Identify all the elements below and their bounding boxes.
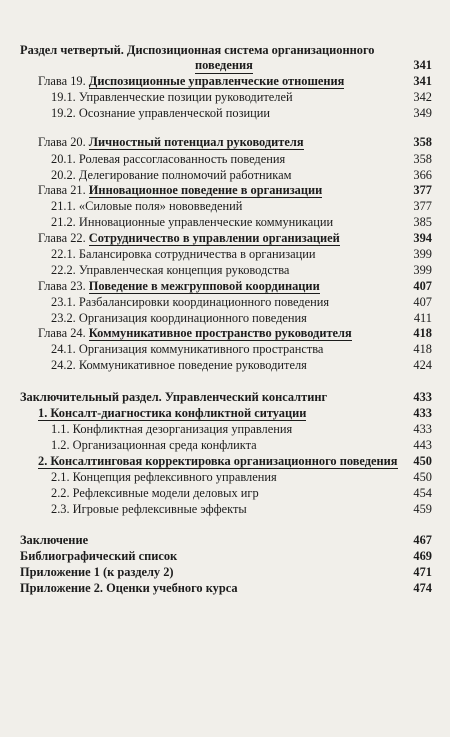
subsection: 1.2. Организационная среда конфликта [51,438,257,452]
chapter-title: Личностный потенциал руководителя [88,135,304,149]
subsection: 20.1. Ролевая рассогласованность поведения [51,152,286,166]
appendix-1: Приложение 1 (к разделу 2) [20,565,174,579]
chapter-label: Глава 23. [38,279,89,293]
subsection: 24.1. Организация коммуникативного пространства [51,342,324,356]
chapter-label: Глава 24. [38,326,89,340]
appendix-1-page: 471 [413,565,432,579]
subsection-page: 450 [413,470,432,484]
final-section-page: 433 [413,390,432,404]
chapter-23 [38,279,320,293]
subsection-page: 411 [413,311,432,325]
subsection: 24.2. Коммуникативное поведение руководителя [51,358,307,372]
chapter-label: Глава 19. [38,74,89,88]
bibliography: Библиографический список [20,549,178,563]
subsection-page: 433 [413,422,432,436]
subsection: 2.2. Рефлексивные модели деловых игр [51,486,259,500]
chapter-22 [38,231,340,245]
chapter-19 [38,74,344,88]
chapter-24 [38,326,352,340]
subsection-page: 424 [413,358,432,372]
subsection-page: 358 [413,152,432,166]
chapter-page: 394 [413,231,432,245]
final-section-title: Заключительный раздел. Управленческий консалтинг [20,390,328,404]
chapter-21 [38,183,322,197]
subsection: 21.1. «Силовые поля» нововведений [51,199,243,213]
chapter-label: Глава 22. [38,231,89,245]
subsection: 22.2. Управленческая концепция руководства [51,263,290,277]
subsection-page: 377 [413,199,432,213]
appendix-2-page: 474 [413,581,432,595]
chapter-title: Инновационное поведение в организации [88,183,323,197]
chapter-page: 341 [413,74,432,88]
subsection-page: 418 [413,342,432,356]
subsection-page: 454 [413,486,432,500]
subsection-page: 407 [413,295,432,309]
chapter-page: 450 [413,454,432,468]
chapter-page: 377 [413,183,432,197]
chapter-title: Диспозиционные управленческие отношения [88,74,345,88]
subsection: 19.2. Осознание управленческой позиции [51,106,271,120]
conclusion: Заключение [20,533,89,547]
chapter-title: Поведение в межгрупповой координации [88,279,320,293]
subsection: 1.1. Конфликтная дезорганизация управления [51,422,293,436]
subsection: 22.1. Балансировка сотрудничества в организации [51,247,316,261]
subsection: 20.2. Делегирование полномочий работникам [51,168,292,182]
bibliography-page: 469 [413,549,432,563]
chapter-page: 433 [413,406,432,420]
chapter-page: 407 [413,279,432,293]
subsection: 23.2. Организация координационного поведения [51,311,307,325]
chapter-title: Коммуникативное пространство руководителя [88,326,352,340]
chapter-page: 418 [413,326,432,340]
subsection: 21.2. Инновационные управленческие коммуникации [51,215,334,229]
subsection: 2.3. Игровые рефлексивные эффекты [51,502,247,516]
subsection: 23.1. Разбалансировки координационного поведения [51,295,330,309]
subsection: 2.1. Концепция рефлексивного управления [51,470,277,484]
conclusion-page: 467 [413,533,432,547]
subsection-page: 349 [413,106,432,120]
section-title-line2: поведения [195,58,253,72]
chapter-label: Глава 20. [38,135,89,149]
chapter-title: 2. Консалтинговая корректировка организационного поведения [38,454,398,468]
chapter-label: Глава 21. [38,183,89,197]
chapter-20 [38,135,304,149]
appendix-2: Приложение 2. Оценки учебного курса [20,581,238,595]
subsection-page: 443 [413,438,432,452]
final-chapter-2 [38,454,398,468]
subsection-page: 366 [413,168,432,182]
subsection-page: 399 [413,263,432,277]
final-chapter-1 [38,406,306,420]
subsection-page: 459 [413,502,432,516]
chapter-title: Сотрудничество в управлении организацией [88,231,340,245]
subsection: 19.1. Управленческие позиции руководителей [51,90,293,104]
subsection-page: 342 [413,90,432,104]
subsection-page: 385 [413,215,432,229]
section-title-line1: Раздел четвертый. Диспозиционная система организационного [20,43,375,57]
chapter-title: 1. Консалт-диагностика конфликтной ситуации [38,406,307,420]
subsection-page: 399 [413,247,432,261]
chapter-page: 358 [413,135,432,149]
section-page: 341 [413,58,432,72]
